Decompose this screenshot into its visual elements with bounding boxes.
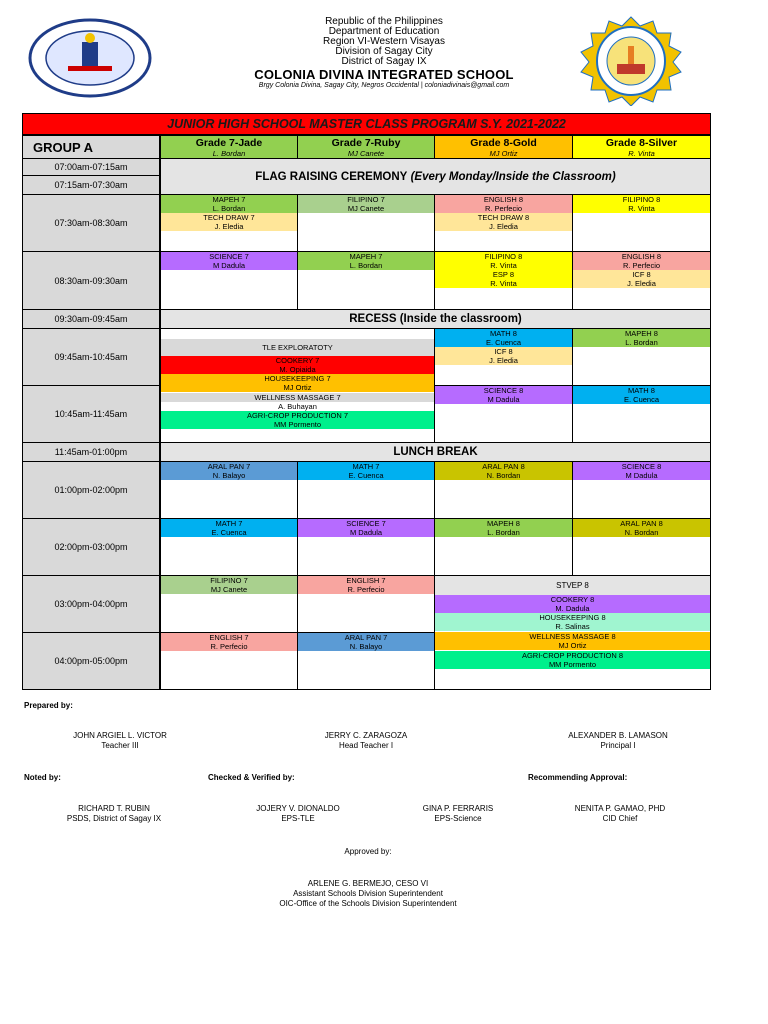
period5-ruby [297, 461, 435, 519]
subject: FILIPINO 8 [573, 195, 710, 204]
signatory-name: NENITA P. GAMAO, PHD [574, 804, 666, 813]
period6-ruby [297, 518, 435, 576]
period8-jade [160, 632, 298, 690]
signatory-name: ARLENE G. BERMEJO, CESO VI [307, 879, 429, 888]
recess-text: RECESS (Inside the classroom) [349, 313, 522, 325]
signatory-position: Principal I [600, 741, 636, 750]
period2-gold [434, 251, 573, 310]
header-line1: Republic of the Philippines [325, 16, 443, 27]
subject: MAPEH 7 [298, 252, 434, 261]
noted-by-label: Noted by: [24, 773, 61, 782]
period6-silver [572, 518, 711, 576]
period5-jade [160, 461, 298, 519]
teacher: MJ Ortiz [435, 641, 710, 650]
period3-silver [572, 328, 711, 386]
period2-silver [572, 251, 711, 310]
teacher: E. Cuenca [573, 395, 710, 404]
subject: HOUSEKEEPING 7 [161, 374, 434, 383]
teacher: M. Dadula [435, 604, 710, 613]
period7-jade [160, 575, 298, 633]
subject: COOKERY 8 [435, 595, 710, 604]
subject: HOUSEKEEPING 8 [435, 613, 710, 622]
grade-name: Grade 8-Gold [470, 137, 537, 149]
stvep-label: STVEP 8 [435, 576, 710, 595]
period5-silver [572, 461, 711, 519]
teacher: R. Perfecio [161, 642, 297, 651]
signatory-position: Head Teacher I [338, 741, 394, 750]
time-slot: 10:45am-11:45am [22, 385, 160, 443]
grade-adviser: R. Vinta [628, 149, 655, 158]
period2-ruby [297, 251, 435, 310]
period4-gold [434, 385, 573, 443]
subject: ARAL PAN 8 [573, 519, 710, 528]
subject: WELLNESS MASSAGE 8 [435, 632, 710, 641]
prepared-by-label: Prepared by: [24, 701, 73, 710]
teacher: L. Bordan [573, 338, 710, 347]
school-logo [573, 16, 689, 106]
flag-raising-text: FLAG RAISING CEREMONY [255, 170, 408, 183]
signatory-name: ALEXANDER B. LAMASON [568, 731, 668, 740]
subject: SCIENCE 7 [161, 252, 297, 261]
teacher: MJ Canete [161, 585, 297, 594]
signatory-zaragoza [266, 731, 466, 751]
lunch-text: LUNCH BREAK [393, 446, 478, 458]
signatory-position: OIC-Office of the Schools Division Superintendent [279, 899, 457, 908]
teacher: R. Vinta [435, 261, 572, 270]
teacher: R. Perfecio [573, 261, 710, 270]
period1-silver [572, 194, 711, 252]
subject: MATH 8 [435, 329, 572, 338]
subject: FILIPINO 7 [298, 195, 434, 204]
teacher: A. Buhayan [161, 402, 434, 411]
period2-jade [160, 251, 298, 310]
subject: MATH 7 [161, 519, 297, 528]
subject: ENGLISH 8 [435, 195, 572, 204]
tle-exploratory-block [160, 328, 435, 443]
recommending-approval-label: Recommending Approval: [528, 773, 628, 782]
flag-raising-note: (Every Monday/Inside the Classroom) [410, 170, 616, 183]
subject: SCIENCE 7 [298, 519, 434, 528]
grade-name: Grade 8-Silver [605, 137, 678, 149]
subject: ENGLISH 7 [161, 633, 297, 642]
header-line2: Department of Education [328, 26, 440, 37]
time-slot: 01:00pm-02:00pm [22, 461, 160, 519]
teacher: J. Eledia [435, 222, 572, 231]
period6-jade [160, 518, 298, 576]
teacher: MM Pormento [161, 420, 434, 429]
teacher: MM Pormento [435, 660, 710, 669]
time-slot: 04:00pm-05:00pm [22, 632, 160, 690]
tle-exploratory-label: TLE EXPLORATOTY [161, 339, 434, 356]
signatory-name: JOHN ARGIEL L. VICTOR [73, 731, 167, 740]
signatory-name: JERRY C. ZARAGOZA [324, 731, 408, 740]
teacher: M Dadula [435, 395, 572, 404]
teacher: N. Bordan [573, 528, 710, 537]
period8-ruby [297, 632, 435, 690]
period3-gold [434, 328, 573, 386]
period7-ruby [297, 575, 435, 633]
grade-adviser: L. Bordan [212, 149, 246, 158]
teacher: R. Vinta [573, 204, 710, 213]
subject: AGRI-CROP PRODUCTION 7 [161, 411, 434, 420]
teacher: M Dadula [161, 261, 297, 270]
teacher: N. Balayo [298, 642, 434, 651]
subject: TECH DRAW 8 [435, 213, 572, 222]
signatory-lamason [518, 731, 718, 751]
time-slot: 07:30am-08:30am [22, 194, 160, 252]
signatory-bermejo [218, 879, 518, 909]
signatory-position: EPS-TLE [281, 814, 315, 823]
time-slot: 11:45am-01:00pm [22, 442, 160, 462]
subject: MAPEH 7 [161, 195, 297, 204]
signatory-rubin [34, 804, 194, 824]
subject: ARAL PAN 8 [435, 462, 572, 471]
signatory-name: RICHARD T. RUBIN [78, 804, 150, 813]
teacher: J. Eledia [573, 279, 710, 288]
school-address: Brgy Colonia Divina, Sagay City, Negros Occidental | coloniadivinais@gmail.com [258, 82, 510, 89]
approved-by-label: Approved by: [344, 847, 392, 856]
teacher: E. Cuenca [161, 528, 297, 537]
teacher: M Dadula [298, 528, 434, 537]
signatory-position: PSDS, District of Sagay IX [66, 814, 162, 823]
teacher: R. Vinta [435, 279, 572, 288]
teacher: E. Cuenca [435, 338, 572, 347]
grade-header-ruby [297, 135, 435, 159]
grade-header-gold [434, 135, 573, 159]
period1-ruby [297, 194, 435, 252]
teacher: R. Salinas [435, 622, 710, 631]
grade-name: Grade 7-Ruby [331, 137, 401, 149]
program-title-text: JUNIOR HIGH SCHOOL MASTER CLASS PROGRAM S.Y. 2021-2022 [167, 117, 566, 131]
subject: MATH 8 [573, 386, 710, 395]
subject: ICF 8 [573, 270, 710, 279]
time-slot: 07:00am-07:15am [22, 158, 160, 176]
subject: TECH DRAW 7 [161, 213, 297, 222]
subject: SCIENCE 8 [573, 462, 710, 471]
header-line4: Division of Sagay City [335, 46, 433, 57]
signatory-position: EPS-Science [434, 814, 482, 823]
grade-adviser: MJ Canete [347, 149, 385, 158]
time-slot: 09:45am-10:45am [22, 328, 160, 386]
teacher: R. Perfecio [435, 204, 572, 213]
teacher: N. Balayo [161, 471, 297, 480]
signatory-victor [20, 731, 220, 751]
subject: WELLNESS MASSAGE 7 [161, 393, 434, 402]
subject: AGRI-CROP PRODUCTION 8 [435, 651, 710, 660]
time-slot: 08:30am-09:30am [22, 251, 160, 310]
lunch-banner [160, 442, 711, 462]
subject: ICF 8 [435, 347, 572, 356]
teacher: N. Bordan [435, 471, 572, 480]
subject: MAPEH 8 [435, 519, 572, 528]
signatory-dionaldo [218, 804, 378, 824]
period1-jade [160, 194, 298, 252]
grade-header-silver [572, 135, 711, 159]
subject: ESP 8 [435, 270, 572, 279]
signatory-name: GINA P. FERRARIS [422, 804, 494, 813]
teacher: L. Bordan [161, 204, 297, 213]
period4-silver [572, 385, 711, 443]
signatory-position: CID Chief [602, 814, 638, 823]
teacher: R. Perfecio [298, 585, 434, 594]
teacher: MJ Ortiz [161, 383, 434, 392]
grade-name: Grade 7-Jade [195, 137, 263, 149]
signatory-gamao [540, 804, 700, 824]
subject: MATH 7 [298, 462, 434, 471]
time-slot: 02:00pm-03:00pm [22, 518, 160, 576]
flag-raising-banner [160, 158, 711, 195]
teacher: E. Cuenca [298, 471, 434, 480]
period1-gold [434, 194, 573, 252]
teacher: L. Bordan [298, 261, 434, 270]
time-slot: 07:15am-07:30am [22, 175, 160, 195]
subject: ARAL PAN 7 [298, 633, 434, 642]
period5-gold [434, 461, 573, 519]
subject: FILIPINO 7 [161, 576, 297, 585]
subject: COOKERY 7 [161, 356, 434, 365]
header-line3: Region VI-Western Visayas [323, 36, 445, 47]
school-name: COLONIA DIVINA INTEGRATED SCHOOL [254, 67, 514, 82]
teacher: J. Eledia [435, 356, 572, 365]
subject: MAPEH 8 [573, 329, 710, 338]
teacher: M. Opiaida [161, 365, 434, 374]
stvep-block [434, 575, 711, 690]
header-line5: District of Sagay IX [341, 56, 427, 67]
grade-header-jade [160, 135, 298, 159]
signatory-ferraris [378, 804, 538, 824]
subject: SCIENCE 8 [435, 386, 572, 395]
subject: ENGLISH 8 [573, 252, 710, 261]
recess-banner [160, 309, 711, 329]
signatory-position: Assistant Schools Division Superintendent [293, 889, 443, 898]
subject: FILIPINO 8 [435, 252, 572, 261]
teacher: M Dadula [573, 471, 710, 480]
subject: ENGLISH 7 [298, 576, 434, 585]
signatory-name: JOJERY V. DIONALDO [256, 804, 340, 813]
teacher: J. Eledia [161, 222, 297, 231]
grade-adviser: MJ Ortiz [489, 149, 518, 158]
time-slot: 09:30am-09:45am [22, 309, 160, 329]
teacher: MJ Canete [298, 204, 434, 213]
checked-verified-label: Checked & Verified by: [208, 773, 295, 782]
group-label-text: GROUP A [33, 139, 93, 155]
group-label [22, 135, 160, 159]
teacher: L. Bordan [435, 528, 572, 537]
period6-gold [434, 518, 573, 576]
subject: ARAL PAN 7 [161, 462, 297, 471]
time-slot: 03:00pm-04:00pm [22, 575, 160, 633]
program-title [22, 113, 711, 135]
signatory-position: Teacher III [101, 741, 139, 750]
